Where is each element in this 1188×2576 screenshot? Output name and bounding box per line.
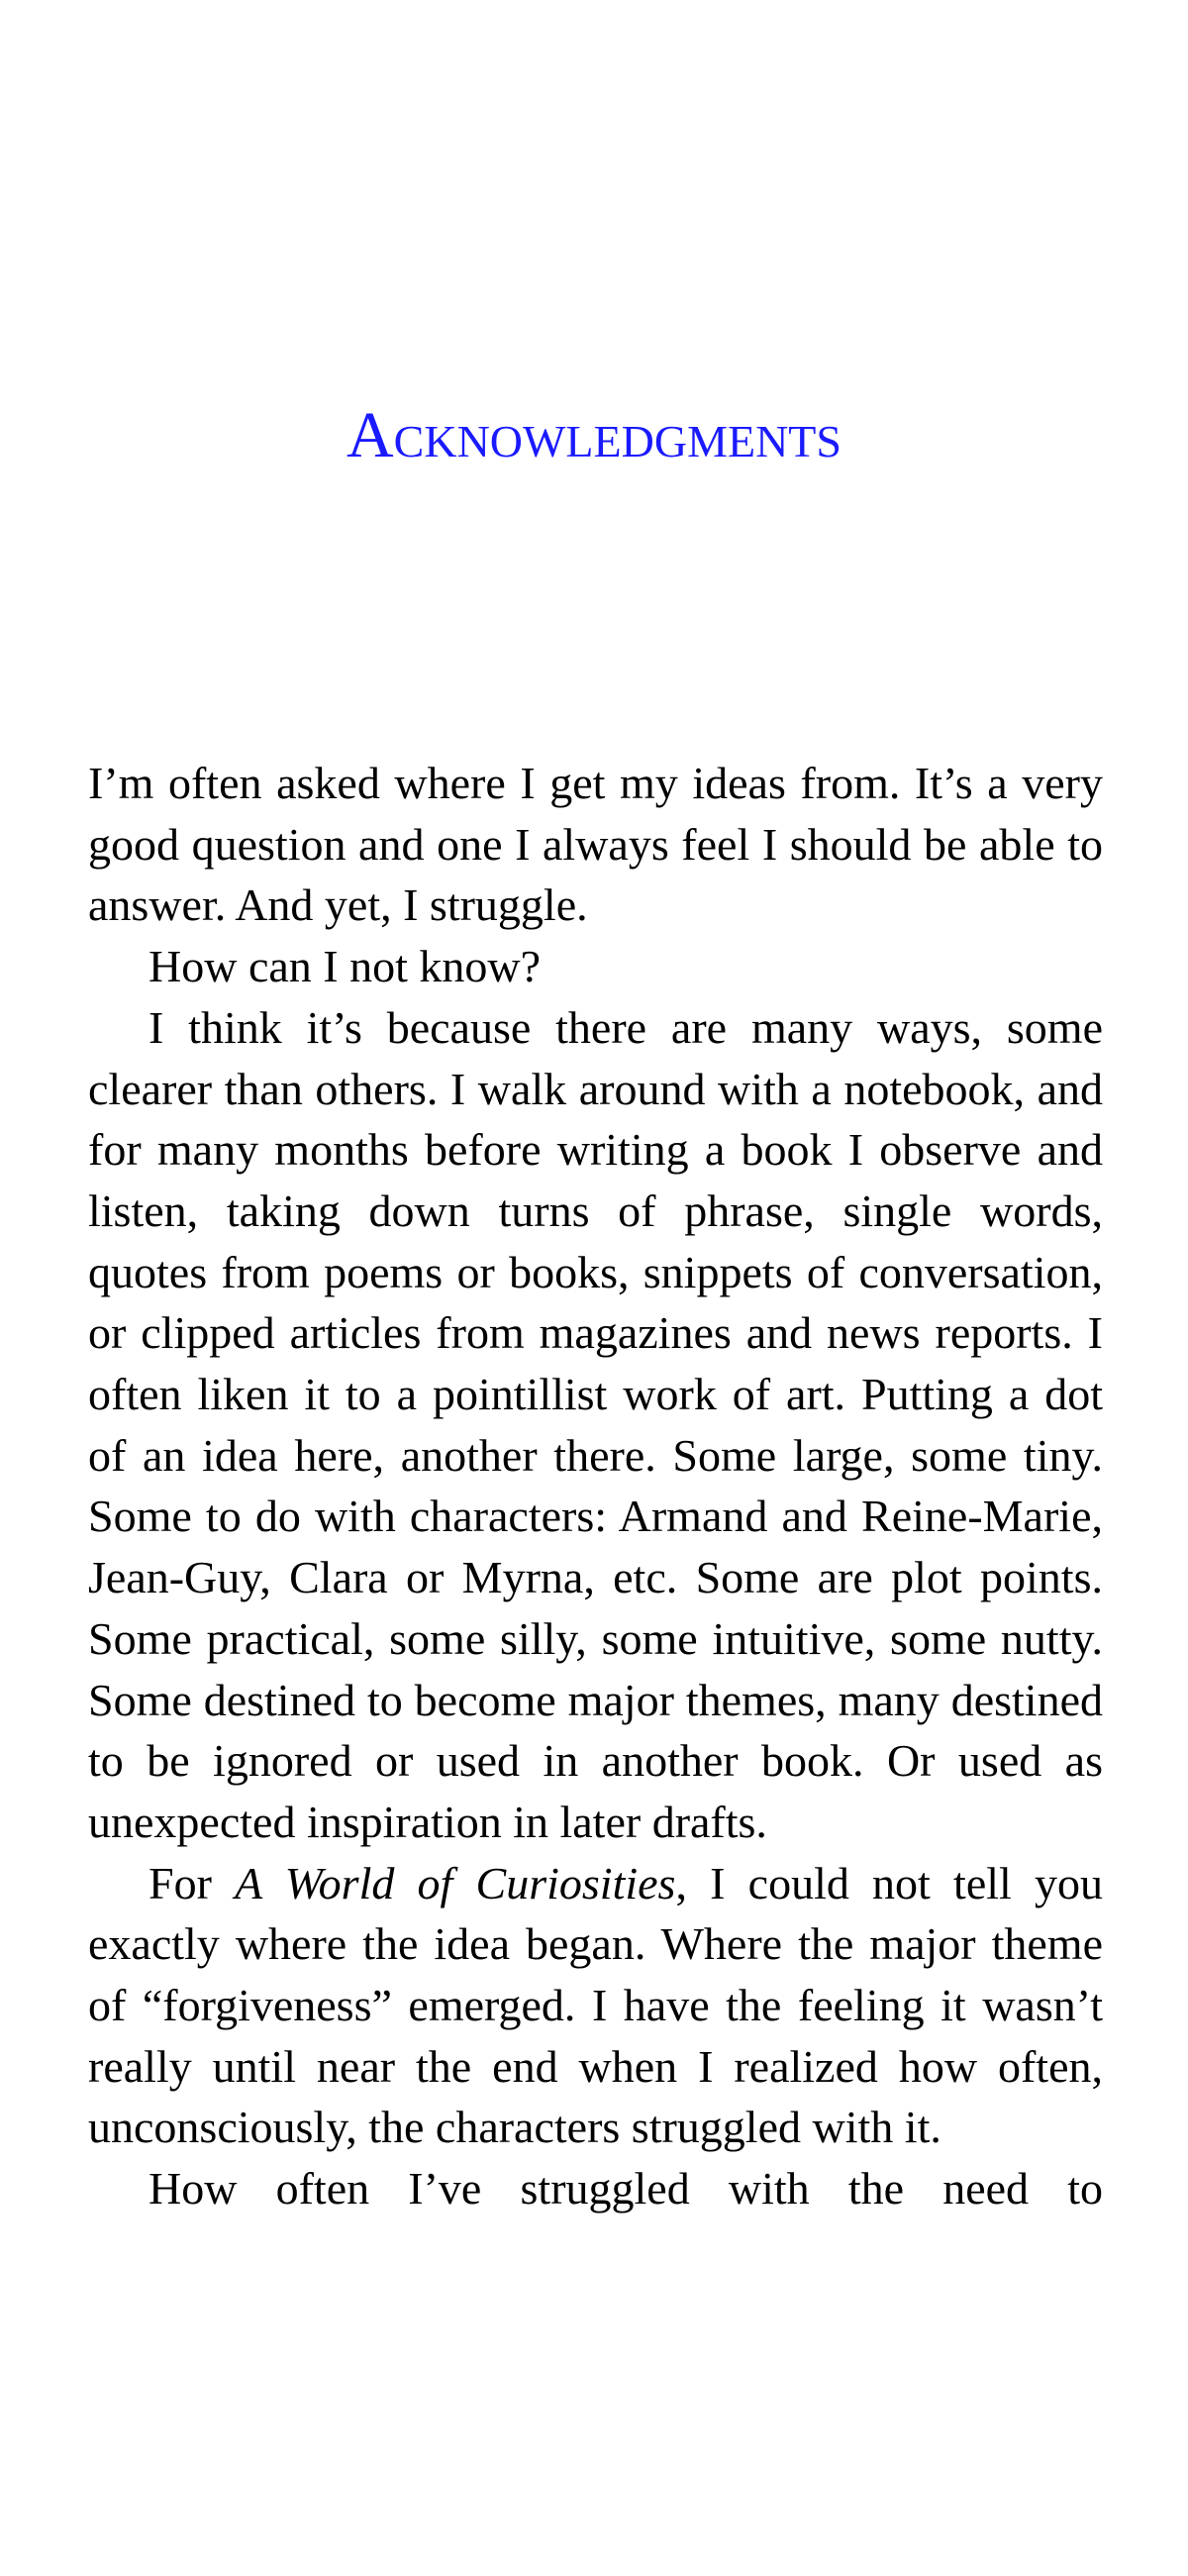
paragraph-4-rest: , I could not tell you exactly where the idea began. Where the major theme of “forgiveness” emerged. I have the feeling it wasn’t really until near the end when I realized how often, unconsciously, the characters struggled with it.: [88, 1857, 1103, 2153]
paragraph-1: I’m often asked where I get my ideas from. It’s a very good question and one I always feel I should be able to answer. And yet, I struggle.: [88, 758, 1103, 931]
paragraph-4-lead: For: [148, 1857, 236, 1908]
body-text: [88, 753, 1103, 2219]
book-title-italic: A World of Curiosities: [235, 1857, 676, 1908]
paragraph-2: How can I not know?: [148, 941, 542, 992]
paragraph-3: I think it’s because there are many ways, some clearer than others. I walk around with a notebook, and for many months before writing a book I observe and listen, taking down turns of phrase, single words, quotes from poems or books, snippets of conversation, or clipped articles from magazines and news reports. I often liken it to a pointillist work of art. Putting a dot of an idea here, another there. Some large, some tiny. Some to do with characters: Armand and Reine-Marie, Jean-Guy, Clara or Myrna, etc. Some are plot points. Some practical, some silly, some intuitive, some nutty. Some destined to become major themes, many destined to be ignored or used in another book. Or used as unexpected inspiration in later drafts.: [88, 1001, 1103, 1847]
chapter-title: Acknowledgments: [346, 399, 842, 471]
paragraph-5: How often I’ve struggled with the need to: [148, 2163, 1103, 2215]
paragraph-4: [88, 1853, 1103, 2159]
